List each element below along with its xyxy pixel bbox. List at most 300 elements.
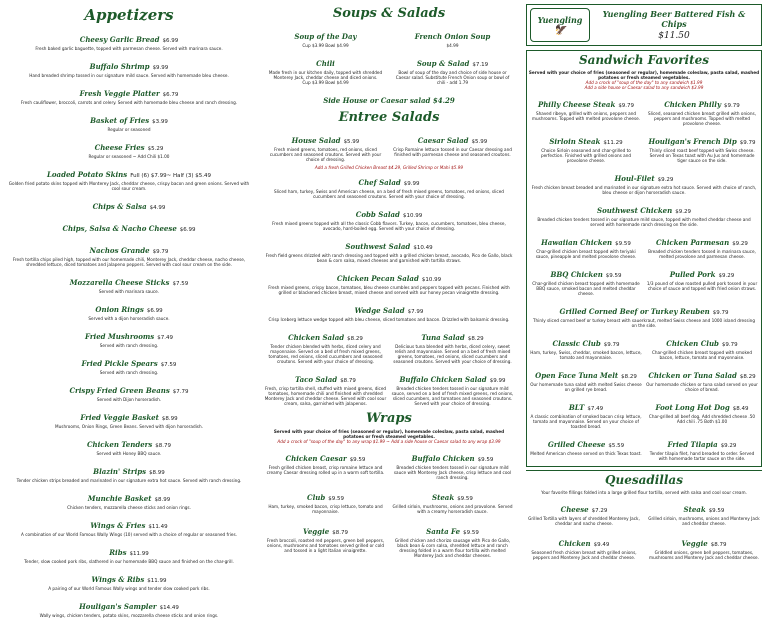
french-onion-name: French Onion Soup [414,32,491,41]
appetizer-desc: Wally wings, chicken tenders, potato skins, mozzarella cheese sticks and onion rings. [39,613,219,618]
appetizer-name: Wings & Fries [90,521,146,530]
soup-salad-price: $7.19 [472,62,489,68]
eagle-icon: 🦅 [553,24,567,36]
appetizer-name: Mozzarella Cheese Sticks [69,278,170,287]
appetizer-price: $4.99 [149,205,166,211]
appetizer-desc: Served with Honey BBQ sauce. [96,451,162,456]
sandwich-intro: Served with your choice of fries (seasoned or regular), homemade coleslaw, pasta salad, mashed potatoes or fresh steamed vegetables. [528,70,760,80]
appetizer-item [6,238,252,267]
sandwich-cell [530,395,642,432]
sandwich-philly-price: $9.79 [618,103,635,109]
sandwich-cell [646,363,758,395]
appetizer-name: Loaded Potato Skins [46,170,128,179]
cobb-salad-desc: Fresh mixed greens topped with all the classic Cobb flavors. Turkey, bacon, cucumbers, tomatoes, bleu cheese, avocado, hard-boiled egg. Served with your choice of dressing. [272,221,506,231]
appetizer-desc: Mushrooms, Onion Rings, Green Beans. Served with dijon horseradish. [55,424,203,429]
appetizer-price: $7.49 [157,335,173,341]
chicken-salad-desc: Tender chicken blended with herbs, diced celery and mayonnaise. Served on a bed of fresh mixed greens, tomatoes, red onions, sliced cucumbers and seasoned croutons. Served with your choice of dressing. [268,344,383,364]
appetizer-desc: Hand breaded shrimp tossed in our signature mild sauce. Served with homemade bleu cheese. [29,73,229,78]
appetizer-price: Full (6) $7.99~ Half (3) $5.49 [130,173,212,179]
wraps-note: Add a crock of "soup of the day" to any wrap $1.99 ~ Add a side house or Caesar salad to any wrap $3.99 [277,439,501,444]
taco-salad-name: Taco Salad [295,375,338,384]
quesadilla-desc: Griddled onions, green bell peppers, tomatoes, mushrooms and Monterey Jack and cheddar cheese. [649,550,759,560]
sandwich-hotdog-item [646,395,758,424]
quesadilla-price: $9.49 [593,542,610,548]
appetizer-item [6,459,252,483]
wrap-desc: Grilled chicken and chorizo sausage with Pico de Gallo, black bean & corn salsa, shredded lettuce and ranch dressing folded in a warm flour tortilla with melted Monterey Jack and cheddar cheeses. [394,538,511,558]
sandwich-row [530,166,758,198]
sandwich-tunamelt-price: $8.29 [621,374,637,380]
sandwich-title: Sandwich Favorites [578,53,710,67]
buffalo-salad-name: Buffalo Chicken Salad [399,375,487,384]
salad-addon: Add a fresh Grilled Chicken Breast $4.29, Grilled Shrimp or Mahi $5.99 [314,165,464,170]
appetizer-name: Fried Veggie Basket [80,413,159,422]
buffalo-salad-desc: Breaded chicken tenders tossed in our signature mild sauce, served on a bed of fresh mixed greens, red onions, sliced cucumbers, and tomatoes and seasoned croutons. Served with your choice of dressing. [391,386,514,406]
sandwich-dip-price: $9.79 [739,140,756,146]
appetizer-item [6,405,252,429]
appetizer-name: Cheese Fries [94,143,145,152]
cobb-salad-price: $10.99 [402,213,423,219]
appetizer-item [6,81,252,105]
appetizer-price: $6.99 [179,227,196,233]
sandwich-grilled-desc: Melted American cheese served on thick Texas toast. [530,451,642,456]
quesadilla-price: $7.29 [591,508,608,514]
appetizer-item [6,594,252,618]
caesar-salad-desc: Crisp Romaine lettuce tossed in our Caesar dressing and finished with parmesan cheese and seasoned croutons. [393,147,512,157]
yuengling-title: Yuengling Beer Battered Fish & Chips [602,9,746,29]
sandwich-dip-desc: Thinly sliced roast beef topped with Swiss cheese. Served on Texas toast with Au Jus and homemade tiger sauce on the side. [649,148,755,163]
wrap-price: $8.79 [332,530,348,536]
wrap-item [264,519,387,558]
appetizer-desc: A combination of our World Famous Wally Wings (10) served with a choice of regular or seasoned fries. [21,532,237,537]
appetizer-price: $6.99 [146,308,163,314]
southwest-salad-price: $10.49 [413,245,433,251]
appetizer-price: $6.79 [162,92,179,98]
appetizer-name: Chips, Salsa & Nacho Cheese [62,224,177,233]
sandwich-cell [646,432,758,464]
sandwich-philly-desc: Shaved ribeye, grilled with onions, peppers and mushrooms. Topped with melted provolone cheese. [531,111,641,121]
appetizer-name: Crispy Fried Green Beans [69,386,170,395]
pecan-salad-price: $10.99 [421,277,442,283]
sandwich-tunamelt-item [530,363,642,392]
quesadilla-desc: Seasoned fresh chicken breast with grilled onions, peppers and Monterey Jack and cheddar cheese. [531,550,637,560]
appetizer-price: $3.99 [152,119,168,125]
sandwich-reuben-price: $9.79 [712,310,729,316]
chicken-salad-price: $8.29 [347,336,363,342]
sandwich-hawaiian-desc: Char-grilled chicken breast topped with teriyaki sauce, pineapple and melted provolone cheese. [535,249,637,259]
appetizer-desc: Fresh baked garlic baguette, topped with parmesan cheese. Served with marinara sauce. [35,46,223,51]
wrap-desc: Ham, turkey, smoked bacon, crisp lettuce, tomato and mayonnaise. [268,504,383,514]
appetizer-price: $14.49 [159,605,179,611]
tuna-salad-desc: Delicious tuna blended with herbs, diced celery, sweet relish and mayonnaise. Served on a bed of fresh mixed greens, tomatoes, red onions, sliced cucumbers and seasoned croutons. Served with your choice of dressing. [393,344,512,364]
caesar-salad-price: $5.99 [471,139,488,145]
sandwich-dip-item [646,129,758,163]
sandwich-cphilly-price: $9.79 [724,103,740,109]
appetizer-item [6,27,252,51]
sandwich-row [530,395,758,432]
sandwich-haddie-desc: Fresh chicken breast breaded and marinated in our signature extra hot sauce. Served with choice of ranch, bleu cheese or dijon horseradish sauce. [531,185,757,195]
sandwich-parm-desc: Breaded chicken tenders tossed in marinara sauce, melted provolone and parmesan cheese. [648,249,756,259]
quesadilla-name: Steak [683,505,706,514]
sandwich-cclub-item [646,331,758,360]
sandwich-bbq-desc: Char-grilled chicken breast topped with homemade BBQ sauce, smoked bacon and melted cheddar cheese. [532,281,640,296]
sandwich-ctuna-name: Chicken or Tuna Salad [648,371,737,380]
appetizer-item [6,162,252,191]
wrap-name: Santa Fe [426,527,461,536]
sandwich-hawaiian-price: $9.59 [615,241,631,247]
sandwich-bbq-item [530,262,642,296]
quesadilla-desc: Grilled sirloin, mushrooms, onions and Monterey Jack and cheddar cheese. [648,516,760,526]
appetizer-price: $11.99 [129,551,149,557]
yuengling-box [526,4,762,46]
tuna-salad-name: Tuna Salad [421,333,465,342]
sandwich-blt-name: BLT [568,403,585,412]
sandwich-cell [646,331,758,363]
sandwich-cclub-desc: Char-grilled chicken breast topped with smoked bacon, lettuce, tomato and mayonnaise. [651,350,753,360]
soup-salad-name: Soup & Salad [416,59,470,68]
wrap-price: $9.59 [477,457,494,463]
wrap-desc: Fresh grilled chicken breast, crisp romaine lettuce and creamy Caesar dressing rolled up in a warm soft tortilla. [266,465,385,475]
sandwich-cphilly-item [646,92,758,126]
quesadilla-name: Veggie [681,539,708,548]
wraps-title: Wraps [366,411,412,426]
sandwich-tilapia-name: Fried Tilapia [667,440,718,449]
sandwich-hawaiian-name: Hawaiian Chicken [541,238,613,247]
sandwich-bbq-name: BBQ Chicken [550,270,603,279]
appetizer-name: Munchie Basket [87,494,152,503]
wrap-name: Club [307,493,326,502]
sandwich-dip-name: Houligan's French Dip [648,137,737,146]
sandwich-haddie-name: Houl-Filet [614,174,655,183]
cobb-salad-name: Cobb Salad [355,210,400,219]
sandwich-ctuna-desc: Our homemade chicken or tuna salad served on your choice of bread. [646,382,758,392]
appetizer-desc: Served with ranch dressing. [99,370,159,375]
wraps-intro: Served with your choice of fries (seasoned or regular), homemade coleslaw, pasta salad, mashed potatoes or fresh steamed vegetables. [273,429,505,439]
sandwich-classic-price: $9.79 [603,342,620,348]
chili-desc: Made fresh in our kitchen daily, topped with shredded Monterey Jack, cheddar cheese and diced onions. [268,70,383,80]
sandwich-box [526,50,762,467]
sandwich-hawaiian-item [530,230,642,259]
quesadilla-desc: Grilled Tortilla with layers of shredded Monterey Jack, cheddar and nacho cheese. [528,516,640,526]
appetizer-item [6,194,252,213]
appetizer-price: $7.79 [172,389,189,395]
wedge-salad-price: $7.99 [407,309,424,315]
sandwich-cell [530,299,758,331]
sandwich-column [520,0,768,560]
pecan-salad-desc: Fresh mixed greens, crispy bacon, tomatoes, bleu cheese crumbles and peppers topped with pecans. Finished with grilled or blackened chicken breast, mixed cheese and served with our honey pecan vinaigrette dressing. [268,285,510,295]
sandwich-tunamelt-name: Open Face Tuna Melt [535,371,619,380]
sandwich-cell [530,166,758,198]
sandwich-blt-price: $7.49 [587,406,604,412]
sandwich-cell [646,262,758,299]
sandwich-cclub-price: $9.79 [721,342,738,348]
chef-salad-desc: Sliced ham, turkey, Swiss and American cheese, on a bed of fresh mixed greens, tomatoes, red onions, sliced cucumbers and seasoned croutons. Served with your choice of dressing. [274,189,504,199]
sandwich-classic-name: Classic Club [552,339,601,348]
appetizer-desc: Fresh cauliflower, broccoli, carrots and celery. Served with homemade bleu cheese and ranch dressing. [20,100,238,105]
sandwich-row [530,92,758,129]
sandwich-cell [530,331,642,363]
wrap-item [264,446,387,480]
sandwich-swchicken-name: Southwest Chicken [597,206,673,215]
sandwich-cell [530,230,642,262]
wrap-name: Chicken Caesar [285,454,347,463]
sandwich-row [530,331,758,363]
sandwich-blt-desc: A classic combination of smoked bacon crisp lettuce, tomato and mayonnaise. Served on your choice of toasted bread. [530,414,642,429]
southwest-salad-desc: Fresh field greens drizzled with ranch dressing and topped with a grilled chicken breast, avocado, Pico de Gallo, black bean & corn salsa, mixed cheeses and garnished with tortilla straws. [265,253,513,263]
side-salad: Side House or Caesar salad $4.29 [323,96,455,105]
soups-salads-title: Soups & Salads [332,6,446,21]
sandwich-tilapia-price: $9.29 [720,443,737,449]
appetizer-desc: Regular or seasoned [107,127,151,132]
sandwich-cphilly-name: Chicken Philly [664,100,722,109]
sandwich-sirloin-name: Sirloin Steak [549,137,601,146]
appetizer-name: Chips & Salsa [92,202,147,211]
sandwich-ctuna-price: $8.29 [739,374,756,380]
appetizer-price: $7.59 [160,362,177,368]
appetizer-desc: A pairing of our World Famous Wally wings and tender slow cooked pork ribs. [48,586,210,591]
chili-price: Cup $3.99 Bowl $4.99 [302,80,349,85]
appetizer-price: $8.99 [149,470,165,476]
sandwich-cclub-name: Chicken Club [666,339,719,348]
wedge-salad-name: Wedge Salad [354,306,405,315]
appetizer-desc: Tender, slow cooked pork ribs, slathered in our homemade BBQ sauce and finished on the char-grill. [24,559,234,564]
appetizer-name: Chicken Tenders [86,440,153,449]
wrap-name: Steak [432,493,455,502]
sandwich-swchicken-desc: Breaded chicken tenders tossed in our signature mild sauce, topped with melted cheddar cheese and served with homemade ranch dressing on the side. [537,217,751,227]
sandwich-grilled-item [530,432,642,456]
sandwich-pork-name: Pulled Pork [669,270,716,279]
caesar-salad-name: Caesar Salad [417,136,469,145]
soups-salads-column [258,0,520,558]
appetizer-desc: Chicken tenders, mozzarella cheese sticks and onion rings. [67,505,191,510]
sandwich-cell [646,395,758,432]
taco-salad-price: $8.79 [340,378,356,384]
sandwich-classic-item [530,331,642,360]
sandwich-cphilly-desc: Sliced, seasoned chicken breast grilled with onions, peppers and mushrooms. Topped with melted provolone cheese. [647,111,757,126]
appetizer-price: $7.59 [172,281,189,287]
entree-salads-title: Entree Salads [338,110,440,125]
sandwich-row [530,299,758,331]
appetizer-item [6,567,252,591]
french-onion-price: $4.99 [446,43,459,48]
taco-salad-desc: Fresh, crisp tortilla shell, stuffed with mixed greens, diced tomatoes, homemade chili and finished with shredded Monterey Jack and cheddar cheese. Served with cool sour cream, salsa, garnished with jalapenos. [264,386,387,406]
chef-salad-price: $9.99 [403,181,420,187]
sandwich-pork-price: $9.29 [718,273,735,279]
sandwich-row [530,262,758,299]
sandwich-cell [530,432,642,464]
appetizer-desc: Fresh tortilla chips piled high, topped with our homemade chili, Monterey Jack, cheddar cheese, nacho cheese, shredded lettuce, diced tomatoes and jalapeno peppers. Served with cool sour cream on the side. [12,257,246,267]
appetizer-price: $5.29 [147,146,164,152]
sandwich-cell [646,129,758,166]
quesadilla-item [526,531,642,560]
yuengling-logo [530,8,590,42]
soup-day-name: Soup of the Day [294,32,357,41]
appetizer-price: $9.99 [152,65,169,71]
wrap-item [391,519,514,558]
sandwich-reuben-desc: Thinly sliced corned beef or turkey breast with sauerkraut, melted Swiss cheese and 1000 island dressing on the side. [533,318,755,328]
wrap-price: $9.59 [463,530,479,536]
appetizer-name: Fried Pickle Spears [81,359,158,368]
quesadillas-intro: Your favorite fillings folded into a large grilled flour tortilla, served with salsa and cool sour cream. [541,490,747,495]
yuengling-price: $11.50 [658,31,690,41]
sandwich-haddie-price: $9.29 [657,177,674,183]
quesadillas-box [526,470,762,563]
appetizer-item [6,540,252,564]
sandwich-classic-desc: Ham, turkey, Swiss, cheddar, smoked bacon, lettuce, tomato and mayonnaise. [530,350,642,360]
quesadilla-price: $8.79 [710,542,727,548]
chili-name: Chili [316,59,335,68]
sandwich-hotdog-price: $8.49 [732,406,749,412]
appetizer-item [6,324,252,348]
sandwich-sirloin-desc: Choice Sirloin seasoned and char-grilled to perfection. Finished with grilled onions and provolone cheese. [540,148,632,163]
pecan-salad-name: Chicken Pecan Salad [336,274,419,283]
soup-salad-desc: Bowl of soup of the day and choice of side house or Caesar salad. Substitute French Onion soup or bowl of chili - add 1.79 [395,70,510,85]
sandwich-hotdog-desc: Char-grilled all beef dog. Add shredded cheese .50 Add chili .75 Both $1.00 [648,414,756,424]
sandwich-cell [530,363,642,395]
sandwich-hotdog-name: Foot Long Hot Dog [655,403,730,412]
appetizer-desc: Golden fried potato skins topped with Monterey Jack, cheddar cheese, crispy bacon and green onions. Served with cool sour cream. [8,181,250,191]
appetizer-name: Nachos Grande [89,246,150,255]
appetizer-item [6,486,252,510]
wrap-price: $9.59 [328,496,344,502]
sandwich-swchicken-price: $9.29 [675,209,691,215]
quesadilla-item [526,497,642,526]
sandwich-grilled-name: Grilled Cheese [547,440,606,449]
sandwich-reuben-item [530,299,758,328]
appetizer-price: $9.79 [152,249,169,255]
sandwich-pork-desc: 1/3 pound of slow roasted pulled pork tossed in your choice of sauce and topped with fried onion straws. [646,281,758,291]
southwest-salad-name: Southwest Salad [345,242,411,251]
tuna-salad-price: $8.29 [467,336,484,342]
appetizer-item [6,108,252,132]
quesadilla-item [646,531,762,560]
appetizer-price: $8.99 [154,497,171,503]
appetizer-item [6,270,252,294]
appetizer-desc: Regular or seasoned ~ Add Chili $1.00 [88,154,170,159]
sandwich-note2: Add a side house or Caesar salad to any sandwich $3.99 [584,85,704,90]
sandwich-parm-item [646,230,758,259]
sandwich-philly-name: Philly Cheese Steak [537,100,616,109]
sandwich-row [530,198,758,230]
sandwich-sirloin-price: $11.29 [603,140,623,146]
sandwich-blt-item [530,395,642,429]
sandwich-haddie-item [530,166,758,195]
sandwich-row [530,363,758,395]
quesadillas-title: Quesadillas [605,473,683,487]
sandwich-pork-item [646,262,758,291]
appetizer-item [6,378,252,402]
sandwich-reuben-name: Grilled Corned Beef or Turkey Reuben [559,307,710,316]
appetizer-name: Fried Mushrooms [85,332,155,341]
appetizer-name: Fresh Veggie Platter [79,89,160,98]
wrap-price: $9.59 [349,457,366,463]
appetizer-item [6,54,252,78]
wrap-name: Buffalo Chicken [411,454,475,463]
appetizer-name: Houligan's Sampler [79,602,157,611]
soup-day-price: Cup $3.99 Bowl $4.99 [302,43,349,48]
quesadilla-name: Chicken [558,539,591,548]
sandwich-sirloin-item [530,129,642,163]
house-salad-name: House Salad [291,136,341,145]
appetizer-item [6,351,252,375]
appetizer-item [6,432,252,456]
appetizer-name: Ribs [109,548,127,557]
sandwich-swchicken-item [530,198,758,227]
appetizer-name: Cheesy Garlic Bread [79,35,160,44]
appetizer-name: Onion Rings [95,305,144,314]
wrap-item [391,446,514,480]
sandwich-cell [530,129,642,166]
appetizer-price: $6.99 [162,38,179,44]
quesadilla-name: Cheese [560,505,589,514]
appetizer-price: $8.79 [155,443,172,449]
sandwich-grilled-price: $5.59 [608,443,625,449]
sandwich-note1: Add a crock of "soup of the day" to any sandwich $1.99 [585,80,703,85]
sandwich-cell [646,230,758,262]
house-salad-desc: Fresh mixed greens, tomatoes, red onions, sliced cucumbers and seasoned croutons. Served with your choice of dressing. [269,147,382,162]
sandwich-row [530,230,758,262]
buffalo-salad-price: $9.99 [489,378,506,384]
wrap-desc: Fresh broccoli, roasted red peppers, green bell peppers, onions, mushrooms and tomatoes served grilled or cold and tossed in a light Italian vinaigrette. [266,538,385,553]
wrap-desc: Breaded chicken tenders tossed in our signature mild sauce with Monterey Jack cheese, crisp lettuce and cool ranch dressing. [393,465,512,480]
appetizer-price: $11.49 [148,524,168,530]
appetizers-title: Appetizers [84,6,174,24]
yuengling-logo-text: Yuengling [537,14,583,25]
quesadilla-item [646,497,762,526]
appetizer-desc: Served with Dijon horseradish. [96,397,162,402]
appetizer-desc: Served with a dijon horseradish sauce. [88,316,170,321]
sandwich-bbq-price: $9.59 [605,273,622,279]
sandwich-row [530,129,758,166]
sandwich-cell [530,92,642,129]
appetizer-name: Wings & Ribs [91,575,145,584]
appetizers-column [0,0,258,618]
appetizer-item [6,297,252,321]
appetizer-item [6,216,252,235]
appetizer-name: Basket of Fries [90,116,150,125]
sandwich-philly-item [530,92,642,121]
appetizer-name: Buffalo Shrimp [89,62,150,71]
wrap-name: Veggie [303,527,330,536]
appetizer-desc: Tender chicken strips breaded and marinated in our signature extra hot sauce. Served with ranch dressing. [16,478,242,483]
wrap-desc: Grilled sirloin, mushrooms, onions and provolone. Served with a creamy horseradish sauce. [392,504,513,514]
chef-salad-name: Chef Salad [358,178,401,187]
chicken-salad-name: Chicken Salad [288,333,345,342]
sandwich-cell [530,198,758,230]
wedge-salad-desc: Crisp Iceberg lettuce wedge topped with bleu cheese, sliced tomatoes and bacon. Drizzled with balsamic dressing. [268,317,510,322]
wrap-price: $9.59 [457,496,473,502]
appetizer-price: $11.99 [147,578,167,584]
appetizer-name: Blazin' Strips [93,467,147,476]
sandwich-cell [646,92,758,129]
sandwich-tunamelt-desc: Our homemade tuna salad with melted Swiss cheese on grilled rye bread. [530,382,642,392]
wrap-item [391,485,514,514]
appetizer-desc: Served with ranch dressing. [99,343,159,348]
appetizer-price: $8.99 [161,416,178,422]
sandwich-tilapia-desc: Tender tilapia filet, hand breaded to order. Served with homemade tartar sauce on the side. [649,451,755,461]
sandwich-ctuna-item [646,363,758,392]
quesadilla-price: $9.59 [708,508,725,514]
sandwich-tilapia-item [646,432,758,461]
wrap-item [264,485,387,514]
house-salad-price: $5.99 [343,139,360,145]
appetizer-desc: Served with marinara sauce. [98,289,160,294]
appetizer-item [6,513,252,537]
sandwich-cell [530,262,642,299]
sandwich-parm-name: Chicken Parmesan [656,238,730,247]
sandwich-parm-price: $9.29 [732,241,748,247]
sandwich-row [530,432,758,464]
appetizer-item [6,135,252,159]
